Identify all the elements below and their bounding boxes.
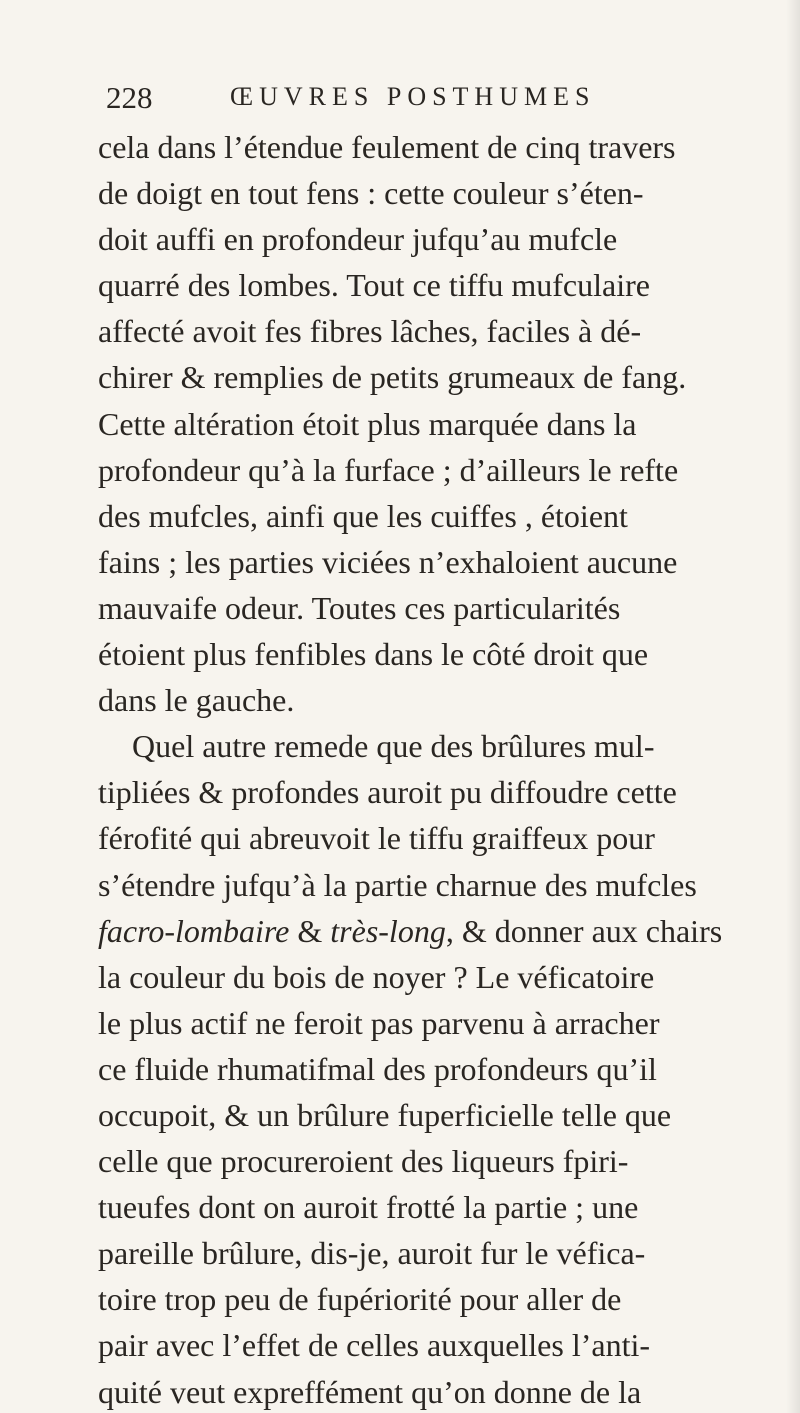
text-line: quarré des lombes. Tout ce tiffu mufculaire (98, 267, 650, 304)
text-line: de doigt en tout fens : cette couleur s’éten- (98, 175, 644, 212)
italic-term: facro-lombaire (98, 912, 290, 949)
text-span: , & donner aux chairs (445, 912, 723, 949)
text-line: tueufes dont on auroit frotté la partie ; une (98, 1189, 639, 1226)
text-line: la couleur du bois de noyer ? Le véficatoire (98, 958, 655, 995)
text-line: le plus actif ne feroit pas parvenu à arracher (98, 1004, 660, 1041)
page-number: 228 (106, 80, 153, 115)
text-line: fains ; les parties viciées n’exhaloient aucune (98, 543, 678, 580)
italic-term: très-long (330, 912, 446, 949)
page-edge-shadow (786, 0, 800, 1413)
text-line: celle que procureroient des liqueurs fpiri- (98, 1143, 629, 1180)
text-line: s’étendre jufqu’à la partie charnue des mufcles (98, 866, 697, 903)
text-line: toire trop peu de fupériorité pour aller de (98, 1281, 622, 1318)
running-title: ŒUVRES POSTHUMES (230, 82, 596, 111)
text-line: étoient plus fenfibles dans le côté droit que (98, 636, 649, 673)
text-line: dans le gauche. (98, 682, 295, 719)
paragraph-first-line: Quel autre remede que des brûlures mul- (132, 728, 655, 765)
text-line: cela dans l’étendue feulement de cinq travers (98, 129, 676, 165)
text-line: mauvaife odeur. Toutes ces particularités (98, 589, 621, 626)
text-line: pareille brûlure, dis-je, auroit fur le véfica- (98, 1235, 646, 1272)
text-line: quité veut expreffément qu’on donne de la (98, 1373, 642, 1410)
running-head (106, 76, 666, 120)
text-line: profondeur qu’à la furface ; d’ailleurs le refte (98, 451, 679, 488)
body-text (98, 124, 788, 1413)
text-line: affecté avoit fes fibres lâches, faciles à dé- (98, 313, 642, 350)
text-span: & (289, 912, 331, 949)
text-line: tipliées & profondes auroit pu diffoudre cette (98, 774, 677, 811)
text-line: occupoit, & un brûlure fuperficielle telle que (98, 1096, 672, 1133)
text-line: Cette altération étoit plus marquée dans la (98, 405, 637, 442)
text-line: doit auffi en profondeur jufqu’au mufcle (98, 221, 618, 258)
text-line: férofité qui abreuvoit le tiffu graiffeux pour (98, 820, 655, 857)
text-line-mixed (98, 908, 788, 954)
text-line: chirer & remplies de petits grumeaux de fang. (98, 359, 687, 396)
text-line: ce fluide rhumatifmal des profondeurs qu’il (98, 1050, 657, 1087)
text-line: pair avec l’effet de celles auxquelles l’anti- (98, 1327, 651, 1364)
text-line: des mufcles, ainfi que les cuiffes , étoient (98, 497, 628, 534)
